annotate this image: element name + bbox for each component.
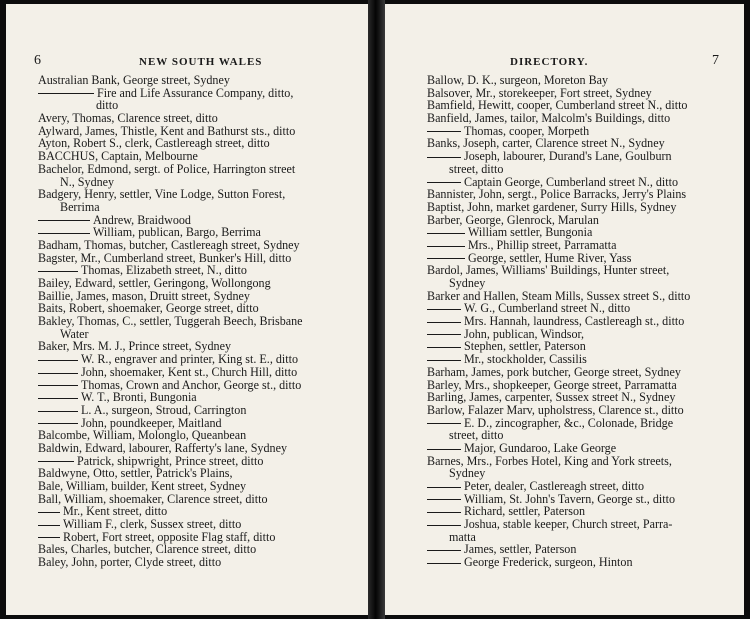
entry-line-text: Bardol, James, Williams' Buildings, Hunter street, <box>427 263 670 278</box>
entry-line-text: Captain George, Cumberland street N., ditto <box>464 174 679 189</box>
ditto-dash <box>427 360 461 361</box>
ditto-dash <box>38 423 78 424</box>
entry-text <box>38 87 303 100</box>
entry-line-text: Mrs. Hannah, laundress, Castlereagh st., ditto <box>464 314 685 329</box>
entry-line-text: Baker, Mrs. M. J., Prince street, Sydney <box>38 339 231 354</box>
entry-line-text: Barnes, Mrs., Forbes Hotel, King and York streets, <box>427 453 672 468</box>
entry-line-text: Baldwyne, Otto, settler, Patrick's Plains, <box>38 466 233 481</box>
entry-line-text: William, publican, Bargo, Berrima <box>93 225 261 240</box>
entry-line-text: Mr., stockholder, Cassilis <box>464 352 587 367</box>
directory-entry <box>38 556 303 569</box>
entry-line-text: Bagster, Mr., Cumberland street, Bunker's Hill, ditto <box>38 250 292 265</box>
ditto-dash <box>427 157 461 158</box>
entry-line-text: W. T., Bronti, Bungonia <box>81 390 197 405</box>
entry-line-text: Baley, John, porter, Clyde street, ditto <box>38 555 222 570</box>
ditto-dash <box>38 220 90 221</box>
entry-line-text: W. G., Cumberland street N., ditto <box>464 301 631 316</box>
ditto-dash <box>38 512 60 513</box>
ditto-dash <box>427 258 465 259</box>
ditto-dash <box>427 512 461 513</box>
page-number: 6 <box>34 53 42 68</box>
entry-line-text: Peter, dealer, Castlereagh street, ditto <box>464 479 645 493</box>
entry-line-text: Bale, William, builder, Kent street, Sydney <box>38 479 247 493</box>
entry-line-text: Bakley, Thomas, C., settler, Tuggerah Beech, Brisbane <box>38 314 303 329</box>
entry-line-text: Banks, Joseph, carter, Clarence street N., Sydney <box>427 136 665 151</box>
entry-line-text: Bales, Charles, butcher, Clarence street, ditto <box>38 542 257 557</box>
entry-line-text: Andrew, Braidwood <box>93 212 191 227</box>
entry-line-text: Baits, Robert, shoemaker, George street, ditto <box>38 301 259 316</box>
directory-entry <box>427 518 690 543</box>
ditto-dash <box>427 233 465 234</box>
entry-line-text: Barling, James, carpenter, Sussex street N., Sydney <box>427 390 676 405</box>
entry-line-text: Barlow, Falazer Marv, upholstress, Clarence st., ditto <box>427 402 684 417</box>
entry-line-text: L. A., surgeon, Stroud, Carrington <box>81 402 247 417</box>
entry-line-text: Mrs., Phillip street, Parramatta <box>468 237 617 252</box>
ditto-dash <box>427 309 461 310</box>
entry-line-text: Major, Gundaroo, Lake George <box>464 440 617 455</box>
ditto-dash <box>38 93 94 94</box>
ditto-dash <box>38 233 90 234</box>
right-page-header <box>385 53 744 72</box>
entry-line-text: Sydney <box>449 466 486 481</box>
running-head: NEW SOUTH WALES <box>139 56 263 68</box>
entry-line-text: Thomas, Crown and Anchor, George st., ditto <box>81 377 302 392</box>
entry-line-text: Mr., Kent street, ditto <box>63 504 168 519</box>
entry-line-text: George Frederick, surgeon, Hinton <box>464 555 633 570</box>
entry-line-text: Badham, Thomas, butcher, Castlereagh street, Sydney <box>38 237 300 252</box>
entry-line-text: street, ditto <box>449 428 504 443</box>
entry-line-text: Patrick, shipwright, Prince street, ditto <box>77 453 264 468</box>
ditto-dash <box>38 461 74 462</box>
entry-line-text: Thomas, Elizabeth street, N., ditto <box>81 263 247 278</box>
entry-line-text: Bachelor, Edmond, sergt. of Police, Harrington street <box>38 161 296 176</box>
directory-entry <box>427 417 690 442</box>
running-head: DIRECTORY. <box>510 56 589 68</box>
entry-line-text: matta <box>449 529 476 544</box>
entry-line-text: William, St. John's Tavern, George st., ditto <box>464 491 676 506</box>
entry-line-text: Berrima <box>60 199 100 214</box>
directory-entry <box>427 264 690 289</box>
right-page <box>385 4 744 615</box>
entry-line-text: Robert, Fort street, opposite Flag staff, ditto <box>63 529 276 544</box>
entry-text <box>38 556 303 569</box>
entry-line-text: James, settler, Paterson <box>464 542 577 557</box>
directory-entry <box>38 315 303 340</box>
ditto-dash <box>38 411 78 412</box>
entry-line-text: Baldwin, Edward, labourer, Rafferty's lane, Sydney <box>38 440 287 455</box>
directory-entry <box>427 150 690 175</box>
entry-line-text: Stephen, settler, Paterson <box>464 339 586 354</box>
ditto-dash <box>427 131 461 132</box>
entry-line-text: Sydney <box>449 276 486 290</box>
ditto-dash <box>38 537 60 538</box>
entry-line-text: Barley, Mrs., shopkeeper, George street, Parramatta <box>427 377 677 392</box>
entry-line-text: E. D., zincographer, &c., Colonade, Bridge <box>464 415 674 430</box>
ditto-dash <box>427 525 461 526</box>
ditto-dash <box>427 347 461 348</box>
entry-line-text: William F., clerk, Sussex street, ditto <box>63 517 242 532</box>
entry-line-text: Ayton, Robert S., clerk, Castlereagh street, ditto <box>38 136 270 151</box>
ditto-dash <box>38 373 78 374</box>
left-page <box>6 4 368 615</box>
ditto-dash <box>38 271 78 272</box>
directory-entry <box>38 188 303 213</box>
ditto-dash <box>427 334 461 335</box>
entry-line-text: Aylward, James, Thistle, Kent and Bathurst sts., ditto <box>38 123 296 138</box>
directory-entry <box>38 87 303 112</box>
entry-line-text: Banfield, James, tailor, Malcolm's Buildings, ditto <box>427 111 671 126</box>
entry-line-text: Barham, James, pork butcher, George street, Sydney <box>427 364 681 379</box>
ditto-dash <box>427 322 461 323</box>
entry-line-text: Richard, settler, Paterson <box>464 504 586 519</box>
entry-line-text: Balcombe, William, Molonglo, Queanbean <box>38 428 247 443</box>
ditto-dash <box>427 487 461 488</box>
entry-line-text: Barber, George, Glenrock, Marulan <box>427 212 599 227</box>
book-gutter <box>368 0 385 619</box>
entry-line-text: Balsover, Mr., storekeeper, Fort street, Sydney <box>427 85 652 100</box>
directory-entry <box>427 556 690 569</box>
ditto-dash <box>427 563 461 564</box>
entry-line-text: W. R., engraver and printer, King st. E., ditto <box>81 352 299 367</box>
ditto-dash <box>38 525 60 526</box>
ditto-dash <box>38 385 78 386</box>
directory-entry <box>38 163 303 188</box>
ditto-dash <box>427 449 461 450</box>
ditto-dash <box>427 182 461 183</box>
entry-line-text: Barker and Hallen, Steam Mills, Sussex street S., ditto <box>427 288 691 303</box>
entry-line-text: John, shoemaker, Kent st., Church Hill, ditto <box>81 364 298 379</box>
entry-line-text: Bamfield, Hewitt, cooper, Cumberland street N., ditto <box>427 98 688 113</box>
entry-line-text: Badgery, Henry, settler, Vine Lodge, Sutton Forest, <box>38 187 286 202</box>
directory-entries <box>38 74 303 569</box>
entry-line-text: Joseph, labourer, Durand's Lane, Goulburn <box>464 149 672 164</box>
ditto-dash <box>427 499 461 500</box>
entry-line-text: BACCHUS, Captain, Melbourne <box>38 149 198 164</box>
ditto-dash <box>427 550 461 551</box>
entry-line-text: John, publican, Windsor, <box>464 326 585 341</box>
entry-line-text: John, poundkeeper, Maitland <box>81 415 222 430</box>
left-page-header <box>6 53 368 72</box>
entry-line-text: Baillie, James, mason, Druitt street, Sydney <box>38 288 250 303</box>
entry-line-text: Fire and Life Assurance Company, ditto, <box>97 85 294 100</box>
directory-entries <box>427 74 690 569</box>
entry-line-text: Joshua, stable keeper, Church street, Parra- <box>464 517 673 532</box>
entry-line-text: Avery, Thomas, Clarence street, ditto <box>38 111 218 126</box>
entry-line-text: N., Sydney <box>60 174 115 189</box>
entry-line-text: Australian Bank, George street, Sydney <box>38 73 230 87</box>
entry-text <box>427 556 690 569</box>
entry-line-text: Bailey, Edward, settler, Geringong, Wollongong <box>38 276 271 290</box>
entry-line-text: street, ditto <box>449 161 504 176</box>
entry-line-text: Ballow, D. K., surgeon, Moreton Bay <box>427 73 609 87</box>
ditto-dash <box>38 398 78 399</box>
directory-entry <box>427 455 690 480</box>
entry-line-text: Thomas, cooper, Morpeth <box>464 123 590 138</box>
entry-line-text: Baptist, John, market gardener, Surry Hills, Sydney <box>427 199 677 214</box>
entry-line-text: Ball, William, shoemaker, Clarence street, ditto <box>38 491 268 506</box>
ditto-dash <box>427 423 461 424</box>
ditto-dash <box>427 246 465 247</box>
page-number: 7 <box>712 53 720 68</box>
entry-line-text: George, settler, Hume River, Yass <box>468 250 632 265</box>
entry-line-text: Water <box>60 326 89 341</box>
ditto-dash <box>38 360 78 361</box>
entry-line-text: William settler, Bungonia <box>468 225 593 240</box>
entry-line-text: Bannister, John, sergt., Police Barracks, Jerry's Plains <box>427 187 687 202</box>
entry-line-text: ditto <box>96 98 119 113</box>
